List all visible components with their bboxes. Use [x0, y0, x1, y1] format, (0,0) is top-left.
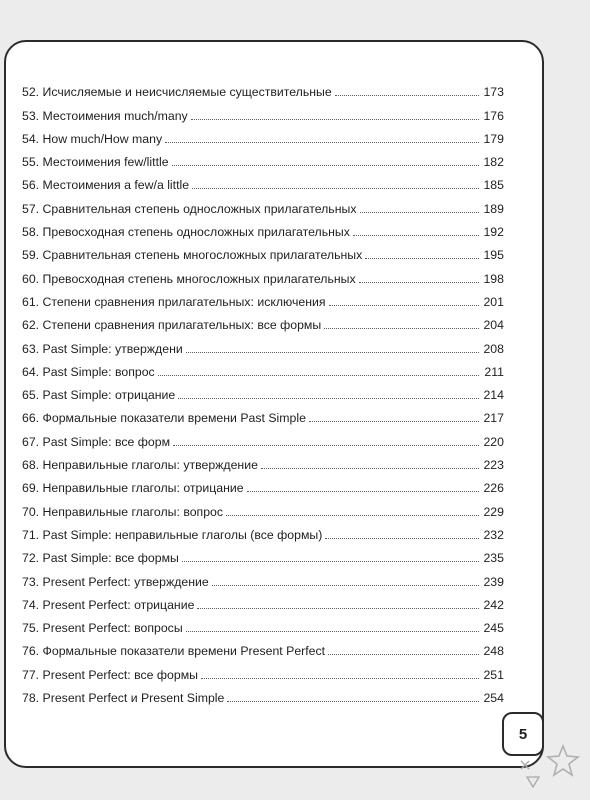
toc-entry-text: Степени сравнения прилагательных: все формы	[42, 318, 322, 333]
toc-entry	[22, 402, 504, 425]
toc-entry	[22, 425, 504, 448]
toc-entry-title	[22, 458, 258, 472]
toc-entry-number: 52.	[22, 85, 40, 100]
toc-entry-title	[22, 225, 350, 239]
toc-entry-number: 70.	[22, 504, 40, 519]
toc-entry-page: 182	[483, 155, 504, 170]
dot-leader	[309, 421, 479, 422]
dot-leader	[365, 258, 479, 259]
toc-entry-page: 226	[483, 481, 504, 496]
toc-entry-title	[22, 178, 189, 192]
toc-entry	[22, 169, 504, 192]
toc-entry-number: 57.	[22, 201, 40, 216]
toc-entry-number: 71.	[22, 527, 40, 542]
toc-entry-page: 204	[483, 318, 504, 333]
toc-entry-number: 61.	[22, 294, 40, 309]
toc-entry-text: How much/How many	[42, 131, 163, 146]
toc-entry	[22, 635, 504, 658]
toc-entry	[22, 519, 504, 542]
toc-entry-text: Неправильные глаголы: утверждение	[42, 458, 258, 473]
dot-leader	[325, 538, 479, 539]
toc-entry-title	[22, 109, 188, 123]
toc-entry-page: 242	[483, 597, 504, 612]
toc-entry	[22, 99, 504, 122]
toc-entry-text: Неправильные глаголы: вопрос	[42, 504, 224, 519]
page-number: 5	[518, 725, 528, 743]
toc-entry-page: 195	[483, 248, 504, 263]
dot-leader	[197, 608, 479, 609]
toc-entry-text: Past Simple: отрицание	[42, 388, 176, 403]
triangle-icon	[526, 776, 540, 788]
star-icon	[546, 744, 580, 778]
toc-entry	[22, 332, 504, 355]
toc-entry	[22, 472, 504, 495]
toc-entry-title	[22, 528, 322, 542]
toc-entry-number: 67.	[22, 434, 40, 449]
toc-entry-text: Формальные показатели времени Present Perfect	[42, 644, 326, 659]
toc-entry-page: 179	[483, 131, 504, 146]
dot-leader	[192, 188, 479, 189]
toc-entry-text: Формальные показатели времени Past Simple	[42, 411, 306, 426]
toc-entry-page: 176	[483, 108, 504, 123]
toc-entry	[22, 192, 504, 215]
toc-entry-text: Present Perfect: утверждение	[42, 574, 209, 589]
toc-entry	[22, 612, 504, 635]
toc-entry-page: 185	[483, 178, 504, 193]
dot-leader	[227, 701, 479, 702]
toc-entry-title	[22, 342, 183, 356]
toc-entry-text: Present Perfect и Present Simple	[42, 691, 225, 706]
dot-leader	[353, 235, 479, 236]
dot-leader	[212, 585, 479, 586]
toc-entry-page: 189	[483, 201, 504, 216]
toc-entry-title	[22, 551, 179, 565]
toc-entry-title	[22, 272, 356, 286]
toc-entry-page: 173	[483, 85, 504, 100]
toc-entry-text: Past Simple: вопрос	[42, 364, 155, 379]
toc-entry-title	[22, 85, 332, 99]
toc-entry-page: 245	[483, 621, 504, 636]
toc-entry-text: Степени сравнения прилагательных: исключения	[42, 294, 326, 309]
table-of-contents	[22, 76, 504, 705]
toc-entry-number: 75.	[22, 621, 40, 636]
toc-entry-page: 229	[483, 504, 504, 519]
toc-entry-text: Сравнительная степень многосложных прилагательных	[42, 248, 363, 263]
toc-entry	[22, 682, 504, 705]
toc-entry	[22, 589, 504, 612]
toc-entry-title	[22, 202, 357, 216]
page-number-badge	[502, 712, 544, 756]
toc-entry-title	[22, 598, 194, 612]
toc-entry	[22, 123, 504, 146]
toc-entry-page: 208	[483, 341, 504, 356]
toc-entry-number: 60.	[22, 271, 40, 286]
toc-entry	[22, 565, 504, 588]
cross-icon	[520, 760, 530, 770]
toc-entry-title	[22, 132, 162, 146]
dot-leader	[165, 142, 479, 143]
toc-entry-title	[22, 435, 170, 449]
toc-entry-title	[22, 481, 244, 495]
toc-entry-number: 63.	[22, 341, 40, 356]
toc-entry-text: Present Perfect: отрицание	[42, 597, 195, 612]
toc-entry	[22, 495, 504, 518]
toc-entry-page: 232	[483, 527, 504, 542]
dot-leader	[329, 305, 479, 306]
toc-entry	[22, 239, 504, 262]
dot-leader	[247, 491, 479, 492]
toc-entry-number: 73.	[22, 574, 40, 589]
toc-entry-page: 220	[483, 434, 504, 449]
toc-entry	[22, 658, 504, 681]
toc-entry-title	[22, 575, 209, 589]
toc-entry-number: 58.	[22, 225, 40, 240]
toc-entry-title	[22, 248, 362, 262]
toc-entry-page: 201	[483, 294, 504, 309]
toc-entry-title	[22, 295, 326, 309]
toc-entry	[22, 286, 504, 309]
dot-leader	[261, 468, 479, 469]
toc-entry-text: Present Perfect: вопросы	[42, 621, 183, 636]
toc-entry	[22, 146, 504, 169]
toc-entry-number: 66.	[22, 411, 40, 426]
toc-entry-title	[22, 318, 321, 332]
dot-leader	[328, 654, 479, 655]
toc-entry-number: 77.	[22, 667, 40, 682]
dot-leader	[201, 678, 479, 679]
toc-entry-text: Местоимения a few/a little	[42, 178, 190, 193]
dot-leader	[226, 515, 479, 516]
toc-entry-number: 64.	[22, 364, 40, 379]
toc-entry-page: 239	[483, 574, 504, 589]
dot-leader	[178, 398, 479, 399]
toc-entry-text: Сравнительная степень односложных прилагательных	[42, 201, 357, 216]
toc-entry	[22, 356, 504, 379]
toc-entry-title	[22, 365, 155, 379]
dot-leader	[359, 282, 479, 283]
toc-entry	[22, 216, 504, 239]
dot-leader	[158, 375, 479, 376]
dot-leader	[173, 445, 479, 446]
toc-entry-number: 69.	[22, 481, 40, 496]
toc-entry-text: Превосходная степень многосложных прилагательных	[42, 271, 356, 286]
toc-entry	[22, 309, 504, 332]
toc-entry-page: 217	[483, 411, 504, 426]
dot-leader	[186, 631, 479, 632]
toc-entry-title	[22, 155, 169, 169]
toc-entry-text: Past Simple: все формы	[42, 551, 179, 566]
toc-entry-number: 56.	[22, 178, 40, 193]
toc-entry-text: Местоимения much/many	[42, 108, 188, 123]
toc-entry-page: 198	[483, 271, 504, 286]
toc-entry	[22, 449, 504, 472]
toc-entry-text: Past Simple: неправильные глаголы (все формы)	[42, 527, 323, 542]
toc-entry-title	[22, 411, 306, 425]
toc-entry-text: Местоимения few/little	[42, 155, 169, 170]
toc-entry	[22, 379, 504, 402]
toc-entry-number: 68.	[22, 458, 40, 473]
toc-entry-page: 211	[484, 364, 504, 379]
toc-entry-page: 251	[483, 667, 504, 682]
toc-entry-text: Past Simple: утверждени	[42, 341, 183, 356]
dot-leader	[324, 328, 479, 329]
toc-entry-number: 72.	[22, 551, 40, 566]
toc-entry-page: 192	[483, 225, 504, 240]
toc-entry-number: 55.	[22, 155, 40, 170]
toc-entry-number: 65.	[22, 388, 40, 403]
dot-leader	[335, 95, 479, 96]
toc-entry-title	[22, 621, 183, 635]
toc-entry-page: 214	[483, 388, 504, 403]
toc-entry-number: 78.	[22, 691, 40, 706]
toc-entry-text: Исчисляемые и неисчисляемые существительные	[42, 85, 332, 100]
toc-entry-number: 76.	[22, 644, 40, 659]
dot-leader	[172, 165, 479, 166]
toc-entry-title	[22, 668, 198, 682]
dot-leader	[191, 119, 479, 120]
dot-leader	[360, 212, 480, 213]
toc-entry-page: 223	[483, 458, 504, 473]
toc-entry-number: 53.	[22, 108, 40, 123]
toc-entry-page: 235	[483, 551, 504, 566]
toc-entry	[22, 542, 504, 565]
toc-entry-number: 54.	[22, 131, 40, 146]
toc-entry-number: 74.	[22, 597, 40, 612]
toc-entry-title	[22, 505, 223, 519]
toc-entry-text: Present Perfect: все формы	[42, 667, 199, 682]
dot-leader	[182, 561, 479, 562]
dot-leader	[186, 352, 479, 353]
toc-entry	[22, 262, 504, 285]
toc-entry-page: 248	[483, 644, 504, 659]
toc-entry-number: 62.	[22, 318, 40, 333]
toc-entry-text: Past Simple: все форм	[42, 434, 171, 449]
toc-entry-number: 59.	[22, 248, 40, 263]
toc-entry-title	[22, 691, 224, 705]
toc-entry-title	[22, 388, 175, 402]
toc-entry	[22, 76, 504, 99]
toc-entry-page: 254	[483, 691, 504, 706]
toc-entry-text: Превосходная степень односложных прилагательных	[42, 225, 350, 240]
toc-entry-text: Неправильные глаголы: отрицание	[42, 481, 244, 496]
toc-entry-title	[22, 644, 325, 658]
